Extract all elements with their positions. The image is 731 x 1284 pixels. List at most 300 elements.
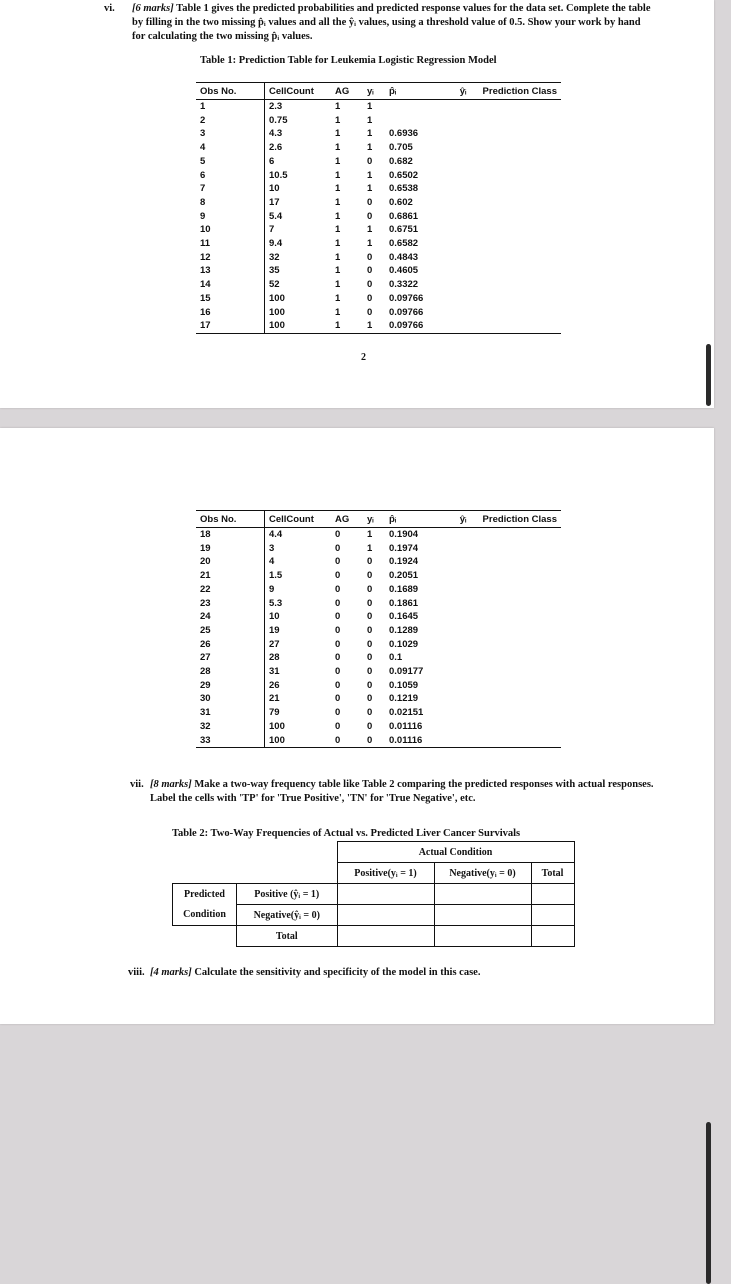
column-header: Prediction Class xyxy=(475,511,561,528)
frequency-table xyxy=(172,841,575,947)
table-cell: 3 xyxy=(196,127,265,141)
table-cell: 0 xyxy=(367,624,373,636)
table-cell: 79 xyxy=(269,707,280,719)
table-row xyxy=(196,169,561,183)
col-total-positive-cell[interactable] xyxy=(337,926,434,947)
table-cell: 21 xyxy=(196,569,265,583)
column-header: AG xyxy=(331,83,363,100)
table-cell xyxy=(475,292,561,306)
table-row xyxy=(196,319,561,333)
table-cell xyxy=(451,720,475,734)
table-cell xyxy=(475,141,561,155)
table-cell: 0 xyxy=(367,638,373,650)
table-cell xyxy=(475,692,561,706)
column-header: p̂ᵢ xyxy=(385,83,451,100)
table-row xyxy=(196,569,561,583)
table-row xyxy=(196,679,561,693)
table-cell: 10 xyxy=(269,611,280,623)
column-header: AG xyxy=(331,511,363,528)
positive-column-header: Positive(yᵢ = 1) xyxy=(337,863,434,884)
table-cell xyxy=(475,597,561,611)
table-cell: 5 xyxy=(196,155,265,169)
question-marks: [8 marks] xyxy=(150,779,192,790)
table-cell: 0 xyxy=(367,597,373,609)
table-cell xyxy=(475,210,561,224)
table-cell xyxy=(475,734,561,748)
table-cell: 0.6538 xyxy=(389,183,419,195)
table-cell: 1 xyxy=(335,169,341,181)
table-cell: 0 xyxy=(367,720,373,732)
table-cell: 1 xyxy=(367,128,373,140)
actual-condition-header: Actual Condition xyxy=(337,842,574,863)
column-header: yᵢ xyxy=(363,511,385,528)
table-cell: 7 xyxy=(269,224,275,236)
table-cell: 1 xyxy=(367,529,373,540)
table-cell: 17 xyxy=(269,196,280,208)
table-cell: 1 xyxy=(331,319,363,333)
table-cell: 1 xyxy=(335,142,341,154)
table-cell: 0.1689 xyxy=(389,583,419,595)
table-cell: 0.6582 xyxy=(389,238,419,250)
table-cell xyxy=(451,610,475,624)
table-cell xyxy=(451,141,475,155)
table-cell: 22 xyxy=(196,583,265,597)
table-cell: 25 xyxy=(196,624,265,638)
table-cell: 4 xyxy=(269,556,275,568)
table-cell: 0 xyxy=(335,679,341,691)
table-cell: 1 xyxy=(335,155,341,167)
table-cell: 1 xyxy=(335,265,341,277)
table-cell xyxy=(451,264,475,278)
table-cell: 0.02151 xyxy=(389,707,424,719)
table-row xyxy=(196,100,561,114)
table-cell xyxy=(451,182,475,196)
table-cell xyxy=(451,196,475,210)
table-cell: 26 xyxy=(196,638,265,652)
table-cell xyxy=(451,679,475,693)
table-cell xyxy=(475,127,561,141)
table-cell xyxy=(475,251,561,265)
table-cell: 52 xyxy=(269,279,280,291)
table-cell: 2.3 xyxy=(269,101,283,112)
table1-caption: Table 1: Prediction Table for Leukemia Logistic Regression Model xyxy=(200,55,497,66)
table-cell xyxy=(475,583,561,597)
grand-total-cell[interactable] xyxy=(531,926,574,947)
table-row xyxy=(196,306,561,320)
table-row xyxy=(196,597,561,611)
table-cell: 14 xyxy=(196,278,265,292)
table-cell: 28 xyxy=(269,652,280,664)
table-cell: 0 xyxy=(335,624,341,636)
table-cell xyxy=(451,542,475,556)
table-cell xyxy=(451,237,475,251)
table-cell: 0.09766 xyxy=(389,306,424,318)
table-row xyxy=(196,542,561,556)
column-header: ŷᵢ xyxy=(451,511,475,528)
table-cell: 0 xyxy=(335,720,341,732)
table-cell xyxy=(451,319,475,333)
table-cell: 1 xyxy=(367,142,373,154)
table-cell: 3 xyxy=(269,542,275,554)
table-cell: 10.5 xyxy=(269,169,288,181)
table-cell: 0.1924 xyxy=(389,556,419,568)
table-row xyxy=(196,155,561,169)
table-cell: 0 xyxy=(367,279,373,291)
table-cell: 6 xyxy=(196,169,265,183)
table-cell: 100 xyxy=(269,306,285,318)
table-cell: 2.6 xyxy=(269,142,283,154)
table-row xyxy=(196,264,561,278)
table-cell: 0.3322 xyxy=(389,279,419,291)
table-cell: 0.1219 xyxy=(389,693,419,705)
table-cell xyxy=(451,155,475,169)
table-cell: 0 xyxy=(367,707,373,719)
table-cell: 1 xyxy=(196,100,265,114)
table-cell: 27 xyxy=(196,651,265,665)
table-cell: 32 xyxy=(196,720,265,734)
table-cell xyxy=(475,278,561,292)
table-cell: 31 xyxy=(269,666,280,678)
table-row xyxy=(196,720,561,734)
table-cell: 0 xyxy=(335,542,341,554)
table-cell xyxy=(451,528,475,542)
prediction-table xyxy=(196,82,561,334)
fp-cell[interactable] xyxy=(434,884,531,905)
table-cell xyxy=(451,306,475,320)
table-cell: 31 xyxy=(196,706,265,720)
question-text: Make a two-way frequency table like Table 2 comparing the predicted responses with actual responses. Label the cells with 'TP' for 'True Positive', 'TN' for 'True Negative', etc. xyxy=(150,779,654,804)
document-page-2 xyxy=(0,428,714,1024)
table-cell: 0.4605 xyxy=(389,265,419,277)
table-cell: 29 xyxy=(196,679,265,693)
table-cell: 13 xyxy=(196,264,265,278)
table-cell: 0 xyxy=(335,583,341,595)
table-row xyxy=(196,583,561,597)
table-cell xyxy=(475,706,561,720)
table-cell: 0.09766 xyxy=(385,319,451,333)
table-cell: 9.4 xyxy=(269,238,283,250)
table-cell: 0 xyxy=(367,306,373,318)
column-header: Obs No. xyxy=(196,511,265,528)
table-cell: 0.1059 xyxy=(389,679,419,691)
negative-row-header: Negative(ŷᵢ = 0) xyxy=(237,905,338,926)
table-cell xyxy=(451,706,475,720)
table-cell: 1 xyxy=(367,101,373,112)
table-cell: 0.01116 xyxy=(385,734,451,748)
table-cell xyxy=(451,555,475,569)
table-cell: 0.1974 xyxy=(389,542,419,554)
table-cell: 0 xyxy=(335,611,341,623)
table-cell xyxy=(451,651,475,665)
table-cell: 0.705 xyxy=(389,142,413,154)
table-cell: 6 xyxy=(269,155,275,167)
table-row xyxy=(196,528,561,542)
table-cell xyxy=(475,182,561,196)
table-cell: 30 xyxy=(196,692,265,706)
table-row xyxy=(196,251,561,265)
table-cell xyxy=(451,638,475,652)
table-cell: 0.1 xyxy=(389,652,403,664)
question-marks: [6 marks] xyxy=(132,3,174,14)
table-cell: 2 xyxy=(196,114,265,128)
column-header: yᵢ xyxy=(363,83,385,100)
table-cell xyxy=(451,251,475,265)
table-cell: 24 xyxy=(196,610,265,624)
column-header: CellCount xyxy=(265,511,332,528)
prediction-table-continued xyxy=(196,510,561,748)
table-cell: 1 xyxy=(367,224,373,236)
table-cell xyxy=(475,679,561,693)
tn-cell[interactable] xyxy=(434,905,531,926)
table-cell: 0 xyxy=(367,210,373,222)
table-cell xyxy=(475,569,561,583)
table-cell: 0 xyxy=(367,292,373,304)
table-cell: 0 xyxy=(335,570,341,582)
table-cell: 0 xyxy=(367,556,373,568)
table-cell xyxy=(451,210,475,224)
table-cell: 1 xyxy=(335,251,341,263)
table-cell: 7 xyxy=(196,182,265,196)
table-cell xyxy=(475,720,561,734)
table-cell: 33 xyxy=(196,734,265,748)
table-cell: 1 xyxy=(367,169,373,181)
table-cell: 18 xyxy=(196,528,265,542)
table-cell: 4.3 xyxy=(269,128,283,140)
table-cell: 1 xyxy=(367,542,373,554)
table-row xyxy=(196,638,561,652)
table-cell: 0 xyxy=(367,155,373,167)
table-cell xyxy=(451,223,475,237)
table-cell: 26 xyxy=(269,679,280,691)
table-cell: 10 xyxy=(269,183,280,195)
table-cell: 0 xyxy=(367,611,373,623)
table-cell: 0 xyxy=(335,666,341,678)
table-cell: 0 xyxy=(335,638,341,650)
table-cell: 0 xyxy=(331,734,363,748)
table-cell: 0.6502 xyxy=(389,169,419,181)
table-cell: 0 xyxy=(367,693,373,705)
table-cell: 0.09177 xyxy=(389,666,424,678)
table-row xyxy=(196,114,561,128)
table-cell: 19 xyxy=(196,542,265,556)
table-cell: 1 xyxy=(335,292,341,304)
table-cell xyxy=(475,306,561,320)
document-page-1 xyxy=(0,0,714,408)
column-header: p̂ᵢ xyxy=(385,511,451,528)
fn-cell[interactable] xyxy=(337,905,434,926)
table-cell: 0.75 xyxy=(269,114,288,126)
table-cell: 100 xyxy=(269,292,285,304)
total-row-header: Total xyxy=(237,926,338,947)
table-cell: 0 xyxy=(335,556,341,568)
table-cell xyxy=(475,114,561,128)
table-cell: 1 xyxy=(367,114,373,126)
table-cell: 0.682 xyxy=(389,155,413,167)
table-row xyxy=(196,141,561,155)
table-cell: 100 xyxy=(265,319,332,333)
page-number: 2 xyxy=(361,352,366,363)
table-cell: 1 xyxy=(335,238,341,250)
table-cell xyxy=(475,665,561,679)
table-cell: 1 xyxy=(335,183,341,195)
table-row xyxy=(196,223,561,237)
row-total-negative-cell[interactable] xyxy=(531,905,574,926)
table-cell: 0.09766 xyxy=(389,292,424,304)
table-cell: 0 xyxy=(367,679,373,691)
total-column-header: Total xyxy=(531,863,574,884)
table-cell: 12 xyxy=(196,251,265,265)
table-cell: 1.5 xyxy=(269,570,283,582)
table-cell xyxy=(475,651,561,665)
table-cell: 0.6751 xyxy=(389,224,419,236)
table-cell: 100 xyxy=(265,734,332,748)
table-cell: 0.01116 xyxy=(389,720,423,732)
table-cell: 4 xyxy=(196,141,265,155)
table-cell xyxy=(475,528,561,542)
column-header: ŷᵢ xyxy=(451,83,475,100)
table-cell: 0 xyxy=(335,693,341,705)
question-text: Table 1 gives the predicted probabilities and predicted response values for the data set. Complete the table by filling in the two missing p̂ᵢ values and all the ŷᵢ values, using a threshold value of 0.5. Show your work by hand for calculating the two missing p̂ᵢ values. xyxy=(132,3,651,42)
table-cell: 1 xyxy=(367,238,373,250)
table-cell xyxy=(475,196,561,210)
table-cell: 1 xyxy=(335,306,341,318)
table-cell: 0 xyxy=(367,265,373,277)
table-cell: 0.4843 xyxy=(389,251,419,263)
table-cell xyxy=(451,569,475,583)
table-cell xyxy=(475,169,561,183)
table-row xyxy=(196,196,561,210)
table-row xyxy=(196,555,561,569)
predicted-label: Predicted xyxy=(173,884,237,905)
table-cell: 0 xyxy=(363,734,385,748)
scrollbar-thumb[interactable] xyxy=(706,1122,711,1284)
column-header: Obs No. xyxy=(196,83,265,100)
table-cell xyxy=(451,127,475,141)
table-cell: 0.1289 xyxy=(389,624,419,636)
table-cell xyxy=(475,319,561,333)
table-row xyxy=(196,127,561,141)
table-cell xyxy=(451,665,475,679)
table-cell: 8 xyxy=(196,196,265,210)
table-cell: 0.1861 xyxy=(389,597,419,609)
table2-caption: Table 2: Two-Way Frequencies of Actual vs. Predicted Liver Cancer Survivals xyxy=(172,828,521,839)
table-cell xyxy=(475,264,561,278)
table-cell: 0 xyxy=(335,652,341,664)
table-cell xyxy=(475,223,561,237)
table-cell xyxy=(475,555,561,569)
table-row xyxy=(196,651,561,665)
table-cell: 0.1645 xyxy=(389,611,419,623)
table-cell xyxy=(385,100,451,114)
table-row xyxy=(196,734,561,748)
column-header: CellCount xyxy=(265,83,332,100)
table-cell: 0 xyxy=(367,583,373,595)
table-cell xyxy=(451,734,475,748)
table-cell xyxy=(385,114,451,128)
table-cell xyxy=(475,638,561,652)
negative-column-header: Negative(yᵢ = 0) xyxy=(434,863,531,884)
table-cell xyxy=(451,597,475,611)
table-cell xyxy=(475,237,561,251)
table-cell xyxy=(475,155,561,169)
table-cell: 0.6861 xyxy=(389,210,419,222)
table-cell xyxy=(451,292,475,306)
table-row xyxy=(196,278,561,292)
tp-cell[interactable] xyxy=(337,884,434,905)
table-cell: 1 xyxy=(335,128,341,140)
question-viii xyxy=(128,966,670,980)
table-cell: 21 xyxy=(269,693,280,705)
table-row xyxy=(196,706,561,720)
table-cell: 100 xyxy=(269,720,285,732)
table-cell: 0 xyxy=(367,196,373,208)
table-cell: 4.4 xyxy=(269,529,283,540)
table-cell xyxy=(475,610,561,624)
table-cell xyxy=(451,169,475,183)
col-total-negative-cell[interactable] xyxy=(434,926,531,947)
table-cell: 1 xyxy=(335,224,341,236)
table-cell: 1 xyxy=(335,210,341,222)
table-cell: 0.6936 xyxy=(389,128,419,140)
question-text: Calculate the sensitivity and specificity of the model in this case. xyxy=(194,967,481,978)
table-cell xyxy=(451,583,475,597)
table-cell: 0 xyxy=(367,251,373,263)
table-cell xyxy=(475,100,561,114)
table-cell: 27 xyxy=(269,638,280,650)
table-cell: 0.602 xyxy=(389,196,413,208)
table-cell: 1 xyxy=(335,196,341,208)
table-cell: 0 xyxy=(335,707,341,719)
table-row xyxy=(196,624,561,638)
question-vii xyxy=(130,778,670,806)
table-cell: 5.4 xyxy=(269,210,283,222)
table-cell: 16 xyxy=(196,306,265,320)
table-row xyxy=(196,610,561,624)
table-cell xyxy=(475,624,561,638)
table-cell xyxy=(451,114,475,128)
table-cell xyxy=(451,278,475,292)
table-cell xyxy=(475,542,561,556)
table-cell: 0 xyxy=(367,652,373,664)
table-cell: 1 xyxy=(363,319,385,333)
row-total-positive-cell[interactable] xyxy=(531,884,574,905)
table-row xyxy=(196,665,561,679)
table-cell: 20 xyxy=(196,555,265,569)
table-cell xyxy=(451,100,475,114)
table-cell: 5.3 xyxy=(269,597,283,609)
table-cell: 32 xyxy=(269,251,280,263)
table-cell: 0.1904 xyxy=(389,529,419,540)
table-cell xyxy=(451,624,475,638)
table-cell: 1 xyxy=(367,183,373,195)
scrollbar-thumb[interactable] xyxy=(706,344,711,406)
table-cell: 0 xyxy=(335,597,341,609)
table-cell: 19 xyxy=(269,624,280,636)
table-cell: 10 xyxy=(196,223,265,237)
table-cell: 23 xyxy=(196,597,265,611)
table-row xyxy=(196,292,561,306)
column-header: Prediction Class xyxy=(475,83,561,100)
table-cell: 0.1029 xyxy=(389,638,419,650)
condition-label: Condition xyxy=(173,905,237,926)
question-number: viii. xyxy=(128,967,145,978)
table-cell: 1 xyxy=(335,101,341,112)
table-cell: 35 xyxy=(269,265,280,277)
table-row xyxy=(196,210,561,224)
positive-row-header: Positive (ŷᵢ = 1) xyxy=(237,884,338,905)
table-cell: 0 xyxy=(367,666,373,678)
table-cell: 0 xyxy=(367,570,373,582)
